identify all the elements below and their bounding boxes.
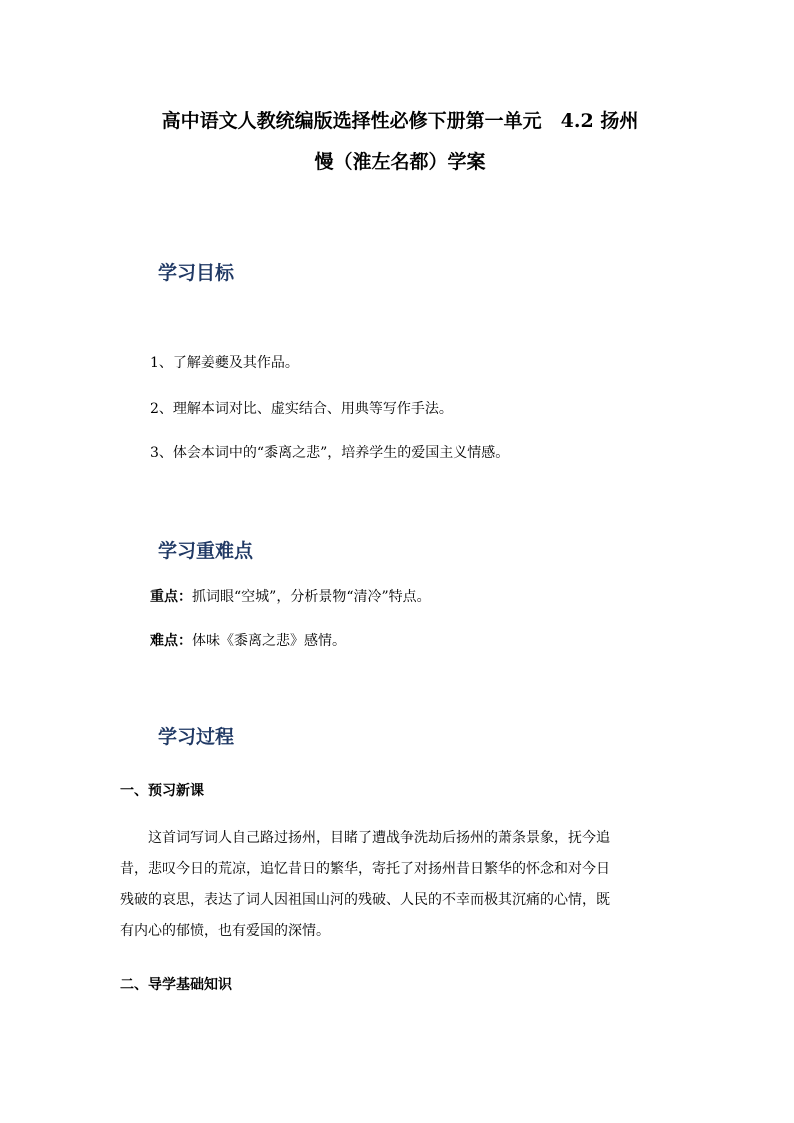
document-title-line-2: 慢（淮左名都）学案 bbox=[314, 151, 486, 173]
paragraph-line: 残破的哀思，表达了词人因祖国山河的残破、人民的不幸而极其沉痛的心情，既 bbox=[120, 892, 610, 908]
difficulty-text: 体味《黍离之悲》感情。 bbox=[192, 633, 346, 649]
paragraph-line: 昔，悲叹今日的荒凉，追忆昔日的繁华，寄托了对扬州昔日繁华的怀念和对今日 bbox=[120, 861, 610, 877]
part1-heading: 一、预习新课 bbox=[120, 783, 204, 799]
key-points-heading: 学习重难点 bbox=[158, 540, 254, 562]
part1-paragraph bbox=[120, 823, 690, 947]
objective-item: 1、了解姜夔及其作品。 bbox=[150, 355, 299, 371]
process-heading: 学习过程 bbox=[158, 726, 235, 748]
focus-label: 重点： bbox=[150, 589, 192, 605]
difficulty-line bbox=[150, 630, 346, 650]
focus-text: 抓词眼“空城”，分析景物“清冷”特点。 bbox=[192, 589, 431, 605]
objective-item: 2、理解本词对比、虚实结合、用典等写作手法。 bbox=[150, 401, 453, 417]
part2-heading: 二、导学基础知识 bbox=[120, 977, 232, 993]
objective-item: 3、体会本词中的“黍离之悲”，培养学生的爱国主义情感。 bbox=[150, 445, 510, 461]
paragraph-line: 有内心的郁愤，也有爱国的深情。 bbox=[120, 923, 330, 939]
document-title-line-1: 高中语文人教统编版选择性必修下册第一单元 4.2 扬州 bbox=[161, 110, 639, 132]
objectives-heading: 学习目标 bbox=[158, 262, 235, 284]
focus-line bbox=[150, 586, 431, 606]
paragraph-line: 这首词写词人自己路过扬州，目睹了遭战争洗劫后扬州的萧条景象，抚今追 bbox=[120, 830, 610, 846]
difficulty-label: 难点： bbox=[150, 633, 192, 649]
